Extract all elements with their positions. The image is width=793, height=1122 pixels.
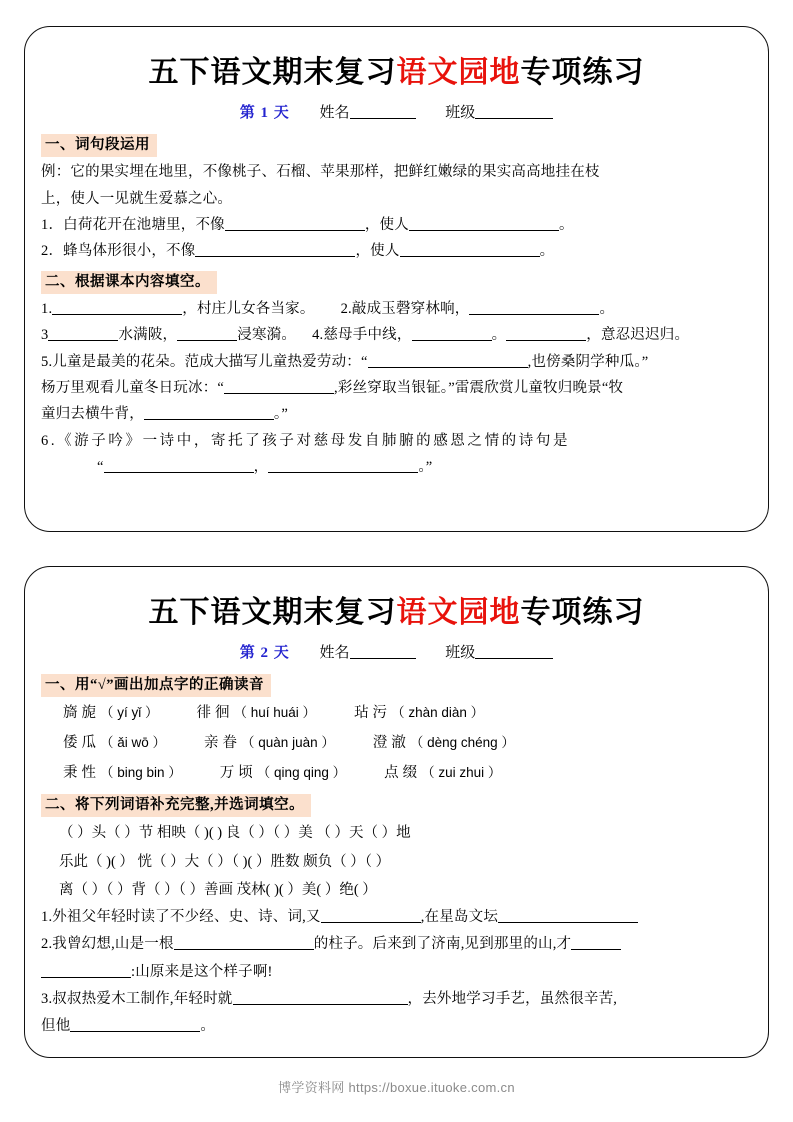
meta-row-day2 [41,641,752,662]
pinyin-item-9[interactable] [384,759,501,789]
pinyin-word-2: 徘徊 [196,705,234,722]
fill2-text-e: 。 [491,327,507,344]
fill5-text-a: 童归去横牛背， [41,406,144,423]
fill2-text-f: ，意忍迟迟归。 [586,327,690,344]
fill4-blank-1[interactable] [224,379,334,394]
sq3-text-d: 。 [200,1018,216,1035]
name-input-day2[interactable] [350,643,416,659]
fill1-text-d: 。 [599,300,615,317]
q1-blank-1[interactable] [225,216,365,231]
sq2-blank-3[interactable] [41,963,131,978]
pinyin-options-8[interactable]: （ qing qing ） [256,764,347,780]
pinyin-item-1[interactable] [63,699,159,729]
pinyin-options-7[interactable]: （ bing bin ） [100,764,182,780]
sentence-question-2 [41,931,752,958]
name-label-day2: 姓名 [319,645,350,661]
sentence-question-2-cont [41,959,752,986]
sq2-blank-2[interactable] [571,935,621,950]
worksheet-card-day2 [24,566,769,1058]
section-2-day2 [41,788,752,1040]
fill1-blank-2[interactable] [469,300,599,315]
pinyin-item-7[interactable] [63,759,182,789]
name-input-day1[interactable] [350,103,416,119]
page-title-day2 [41,587,752,631]
title-text-suffix: 专项练习 [520,56,645,89]
fill6-quote-open: “ [97,459,104,475]
sentence-question-3 [41,986,752,1013]
sq3-text-c: 但他 [41,1018,71,1035]
pinyin-row-2 [41,729,752,759]
fill6-blank-1[interactable] [104,458,254,473]
pinyin-word-8: 万顷 [219,764,257,781]
sq2-text-c: :山原来是这个样子啊! [131,963,273,980]
meta-row-day1 [41,101,752,122]
pinyin-options-5[interactable]: （ quàn juàn ） [241,734,335,750]
fill4-text-a: 杨万里观看儿童冬日玩冰：“ [41,379,225,396]
section-1-day2 [41,668,752,788]
sq2-text-a: 2.我曾幻想,山是一根 [41,936,174,953]
name-label-day1: 姓名 [319,105,350,121]
fill6-text-a: 6.《游子吟》一诗中，寄托了孩子对慈母发自肺腑的感恩之情的诗句是 [41,432,571,449]
question-2-day1 [41,238,752,264]
fill4-text-b: ,彩丝穿取当银钲。”雷震欣赏儿童牧归晚景“牧 [334,379,624,396]
fill-line-2 [41,322,752,348]
pinyin-word-4: 倭瓜 [63,734,100,751]
class-input-day1[interactable] [475,103,553,119]
fill2-text-d: 4.慈母手中线， [312,327,412,344]
fill3-blank-1[interactable] [368,353,528,368]
title-text-prefix: 五下语文期末复习 [148,56,397,89]
section-heading-1-day2: 一、用“√”画出加点字的正确读音 [41,674,271,697]
q1-text-b: ，使人 [364,216,409,233]
pinyin-options-6[interactable]: （ dèng chéng ） [409,734,515,750]
fill1-text-b: ，村庄儿女各当家。 [182,300,315,317]
worksheet-card-day1 [24,26,769,532]
pinyin-item-5[interactable] [204,729,335,759]
title-text-prefix: 五下语文期末复习 [148,596,397,629]
sq3-blank-2[interactable] [70,1017,200,1032]
q2-text-a: 2．蜂鸟体形很小，不像 [41,243,196,260]
q2-blank-1[interactable] [195,242,355,257]
site-watermark: 博学资料网 https://boxue.ituoke.com.cn [278,1080,515,1095]
section-2-day1 [41,265,752,481]
example-line-2: 上，使人一见就生爱慕之心。 [41,190,233,207]
fill2-blank-1[interactable] [48,326,118,341]
sq2-blank-1[interactable] [174,935,314,950]
question-1-day1 [41,212,752,238]
pinyin-word-5: 亲眷 [204,734,242,751]
pinyin-row-3 [41,759,752,789]
class-label-day1: 班级 [445,105,476,121]
example-line-1: 例：它的果实埋在地里，不像桃子、石榴、苹果那样，把鲜红嫩绿的果实高高地挂在枝 [41,164,600,181]
pinyin-word-1: 旖旎 [63,705,100,722]
fill2-blank-3[interactable] [412,326,492,341]
class-label-day2: 班级 [445,645,476,661]
q1-text-c: 。 [558,216,574,233]
fill-line-5 [41,401,752,427]
pinyin-item-6[interactable] [373,729,515,759]
fill-line-6-quote [41,454,752,480]
pinyin-word-6: 澄澈 [372,734,410,751]
section-heading-2-day1: 二、根据课本内容填空。 [41,271,217,294]
title-text-suffix: 专项练习 [520,596,645,629]
page-title-day1 [41,47,752,91]
pinyin-word-7: 秉性 [63,764,100,781]
q1-blank-2[interactable] [409,216,559,231]
class-input-day2[interactable] [475,643,553,659]
fill2-text-b: 水满陂， [118,327,178,344]
pinyin-item-4[interactable] [63,729,166,759]
q2-text-b: ，使人 [355,243,400,260]
q1-text-a: 1．白荷花开在池塘里，不像 [41,216,225,233]
fill6-comma: ， [253,459,269,475]
pinyin-item-2[interactable] [197,699,317,729]
pinyin-word-9: 点缀 [384,764,422,781]
section-1-day1 [41,128,752,265]
fill1-text-c: 2.敲成玉磬穿林响， [340,300,470,317]
fill6-quote-close: ” [425,459,433,475]
sentence-question-3-cont [41,1013,752,1040]
sq2-text-b: 的柱子。后来到了济南,见到那里的山,才 [313,936,572,953]
title-text-accent: 语文园地 [396,56,521,89]
pinyin-options-1[interactable]: （ yí yǐ ） [100,705,159,721]
pinyin-options-2[interactable]: （ huí huái ） [233,705,317,721]
pinyin-row-1 [41,699,752,729]
idiom-row-3[interactable]: 离（ ）（ ）背（ ）（ ）善画 茂林( )( ）美( ）绝( ） [59,881,377,898]
fill2-num: 3 [41,327,49,344]
fill2-blank-4[interactable] [506,326,586,341]
sq3-text-b: ，去外地学习手艺，虽然很辛苦, [407,990,618,1007]
idiom-row-1[interactable]: （ ）头（ ）节 相映（ )( ) 良（ ）（ ）美 （ ）天（ ）地 [59,825,411,842]
fill1-blank-1[interactable] [52,300,182,315]
q2-text-c: 。 [539,243,555,260]
fill5-text-b: 。” [273,406,288,423]
pinyin-options-4[interactable]: （ ǎi wō ） [100,734,167,750]
sq1-text-b: ,在星岛文坛 [420,909,499,926]
pinyin-item-3[interactable] [354,699,484,729]
fill2-blank-2[interactable] [177,326,237,341]
fill-line-3 [41,349,752,375]
sq3-blank-1[interactable] [233,990,408,1005]
fill5-blank-1[interactable] [144,405,274,420]
sq1-blank-2[interactable] [498,908,638,923]
fill-line-4 [41,375,752,401]
section-heading-2-day2: 二、将下列词语补充完整,并选词填空。 [41,794,311,817]
section-heading-1-day1: 一、词句段运用 [41,134,157,157]
day-badge-day2: 第 2 天 [239,645,290,661]
q2-blank-2[interactable] [400,242,540,257]
pinyin-options-3[interactable]: （ zhàn diàn ） [391,705,485,721]
title-text-accent: 语文园地 [396,596,521,629]
pinyin-options-9[interactable]: （ zui zhui ） [421,764,502,780]
idiom-row-2[interactable]: 乐此（ )( ） 恍（ ）大（ ）（ )( ）胜数 颇负（ ）（ ） [59,853,391,870]
fill6-blank-2[interactable] [268,458,418,473]
day-badge-day1: 第 1 天 [239,105,290,121]
fill2-text-c: 浸寒漪。 [237,327,297,344]
fill6-end: 。 [418,459,426,475]
fill3-text-a: 5.儿童是最美的花朵。范成大描写儿童热爱劳动：“ [41,353,368,370]
fill-line-1 [41,296,752,322]
sq1-text-a: 1.外祖父年轻时读了不少经、史、诗、词,又 [41,909,321,926]
pinyin-word-3: 玷污 [354,705,392,722]
fill3-text-b: ,也傍桑阴学种瓜。” [527,353,649,370]
sq3-text-a: 3.叔叔热爱木工制作,年轻时就 [41,990,233,1007]
sq1-blank-1[interactable] [321,908,421,923]
fill-line-6 [41,428,752,454]
pinyin-item-8[interactable] [220,759,346,789]
sentence-question-1 [41,904,752,931]
fill1-num: 1. [41,300,53,317]
